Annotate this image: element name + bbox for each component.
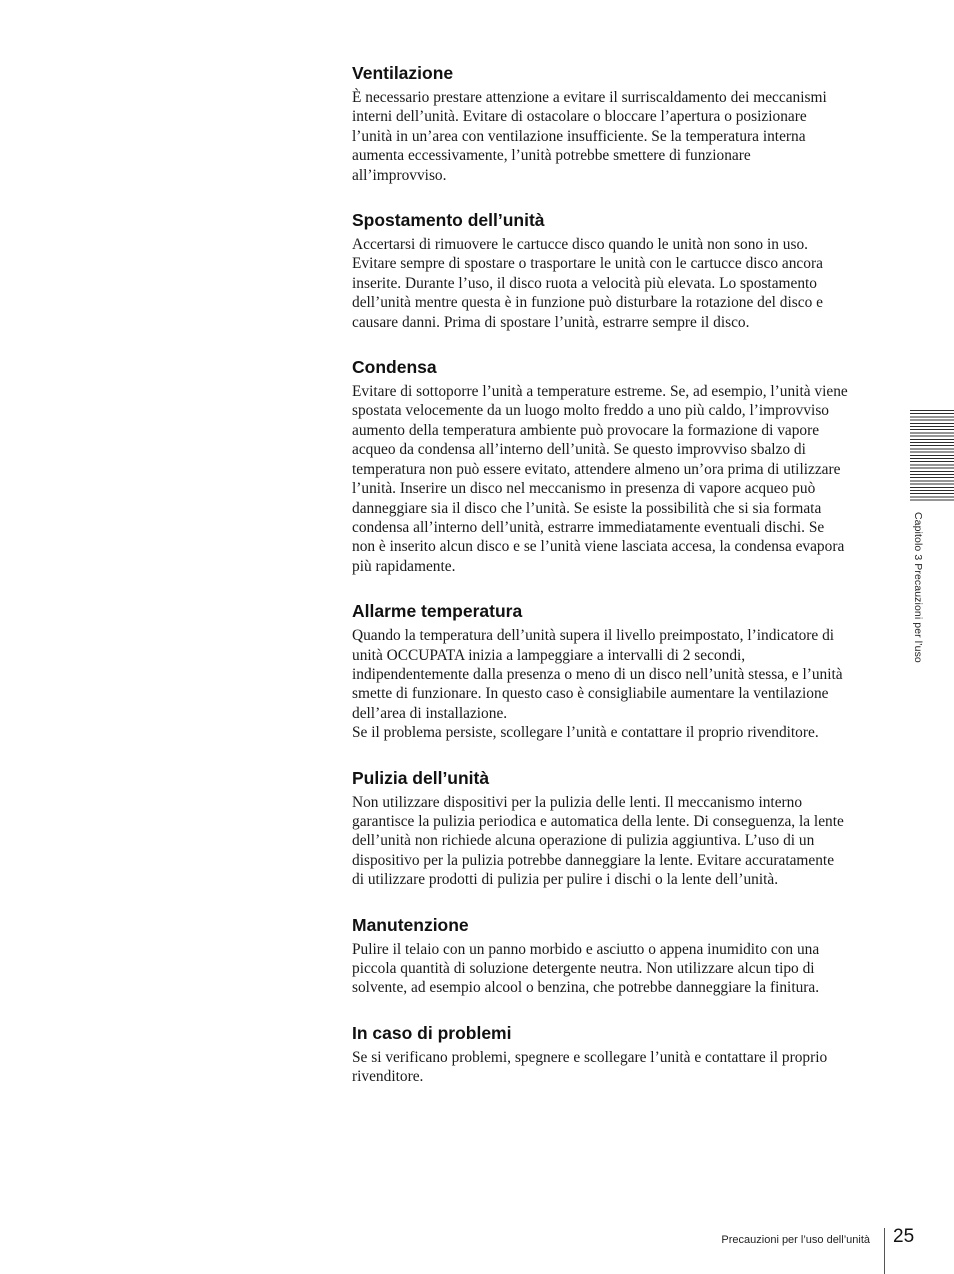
- body-line: smette di funzionare. In questo caso è consigliabile aumentare la ventilazione: [352, 685, 829, 703]
- section-heading: Pulizia dell’unità: [352, 767, 490, 788]
- section-heading: Allarme temperatura: [352, 601, 523, 622]
- body-line: temperatura non può essere evitato, attendere almeno un’ora prima di utilizzare: [352, 460, 841, 478]
- body-line: solvente, ad esempio alcool o benzina, che potrebbe danneggiare la finitura.: [352, 979, 820, 997]
- body-line: all’improvviso.: [352, 166, 447, 184]
- document-body: [352, 62, 882, 1111]
- body-line: dell’unità non richiede alcuna operazione di pulizia aggiuntiva. L’uso di un: [352, 832, 815, 850]
- body-line: garantisce la pulizia periodica e automatica della lente. Di conseguenza, la lente: [352, 812, 844, 830]
- body-line: aumenta eccessivamente, l’unità potrebbe smettere di funzionare: [352, 147, 751, 165]
- body-line: di utilizzare prodotti di pulizia per pulire i dischi o la lente dell’unità.: [352, 871, 779, 889]
- body-line: danneggiare sia il disco che l’unità. Se esiste la possibilità che si sia formata: [352, 499, 822, 517]
- body-line: Pulire il telaio con un panno morbido e asciutto o appena inumidito con una: [352, 940, 820, 958]
- body-line: È necessario prestare attenzione a evitare il surriscaldamento dei meccanismi: [352, 89, 827, 106]
- section-heading: Spostamento dell’unità: [352, 210, 545, 231]
- footer-divider: [884, 1228, 885, 1274]
- section: [352, 600, 882, 742]
- body-line: dell’area di installazione.: [352, 704, 508, 722]
- body-line: non è inserito alcun disco e se l’unità viene lasciata accesa, la condensa evapora: [352, 538, 845, 556]
- section-heading: In caso di problemi: [352, 1022, 512, 1043]
- section-heading: Condensa: [352, 357, 437, 378]
- body-line: l’unità. Inserire un disco nel meccanismo in presenza di vapore acqueo può: [352, 480, 816, 498]
- chapter-tab-label: Capitolo 3 Precauzioni per l’uso: [912, 512, 924, 663]
- section-body: [352, 1048, 882, 1087]
- section: [352, 1022, 882, 1087]
- body-line: più rapidamente.: [352, 557, 456, 575]
- body-line: indipendentemente dalla presenza o meno di un disco nell’unità stessa, e l’unità: [352, 665, 843, 683]
- body-line: rivenditore.: [352, 1068, 424, 1086]
- body-line: condensa all’interno dell’unità, estrarre immediatamente eventuali dischi. Se: [352, 518, 825, 536]
- body-line: Evitare sempre di spostare o trasportare le unità con le cartucce disco ancora: [352, 255, 823, 273]
- body-line: piccola quantità di soluzione detergente neutra. Non utilizzare alcun tipo di: [352, 960, 815, 977]
- section: [352, 209, 882, 332]
- body-line: interni dell’unità. Evitare di ostacolare o bloccare l’apertura o posizionare: [352, 108, 807, 126]
- body-line: Se si verificano problemi, spegnere e scollegare l’unità e contattare il proprio: [352, 1048, 828, 1066]
- page-number: 25: [893, 1226, 915, 1247]
- section-heading: Manutenzione: [352, 914, 469, 935]
- body-line: Se il problema persiste, scollegare l’unità e contattare il proprio rivenditore.: [352, 724, 819, 742]
- sections: [352, 62, 882, 1087]
- body-line: unità OCCUPATA inizia a lampeggiare a intervalli di 2 secondi,: [352, 646, 746, 664]
- body-line: inserite. Durante l’uso, il disco ruota a velocità più elevata. Lo spostamento: [352, 274, 818, 292]
- body-line: causare danni. Prima di spostare l’unità, estrarre sempre il disco.: [352, 313, 750, 331]
- section: [352, 914, 882, 998]
- body-line: spostata velocemente da un luogo molto freddo a uno più caldo, l’improvviso: [352, 402, 830, 420]
- section-body: [352, 382, 882, 576]
- section-body: [352, 88, 882, 185]
- section: [352, 356, 882, 576]
- body-line: l’unità in un’area con ventilazione insufficiente. Se la temperatura interna: [352, 127, 806, 145]
- body-line: dell’unità mentre questa è in funzione può disturbare la rotazione del disco e: [352, 294, 823, 312]
- section-body: [352, 793, 882, 890]
- body-line: aumento della temperatura ambiente può provocare la formazione di vapore: [352, 421, 820, 439]
- body-line: Non utilizzare dispositivi per la pulizia delle lenti. Il meccanismo interno: [352, 793, 803, 811]
- footer-section-title: Precauzioni per l’uso dell’unità: [721, 1234, 870, 1246]
- section-body: [352, 940, 882, 998]
- chapter-tab-stripes: [910, 410, 954, 502]
- body-line: Quando la temperatura dell’unità supera il livello preimpostato, l’indicatore di: [352, 627, 835, 645]
- body-line: Evitare di sottoporre l’unità a temperature estreme. Se, ad esempio, l’unità viene: [352, 383, 848, 401]
- section: [352, 62, 882, 185]
- section-body: [352, 235, 882, 332]
- section-heading: Ventilazione: [352, 63, 454, 83]
- body-line: Accertarsi di rimuovere le cartucce disco quando le unità non sono in uso.: [352, 236, 809, 254]
- section: [352, 767, 882, 890]
- section-body: [352, 626, 882, 742]
- body-line: acqueo da condensa all’interno dell’unità. Se questo improvviso sbalzo di: [352, 441, 806, 459]
- body-line: dispositivo per la pulizia potrebbe danneggiare la lente. Evitare accuratamente: [352, 851, 835, 869]
